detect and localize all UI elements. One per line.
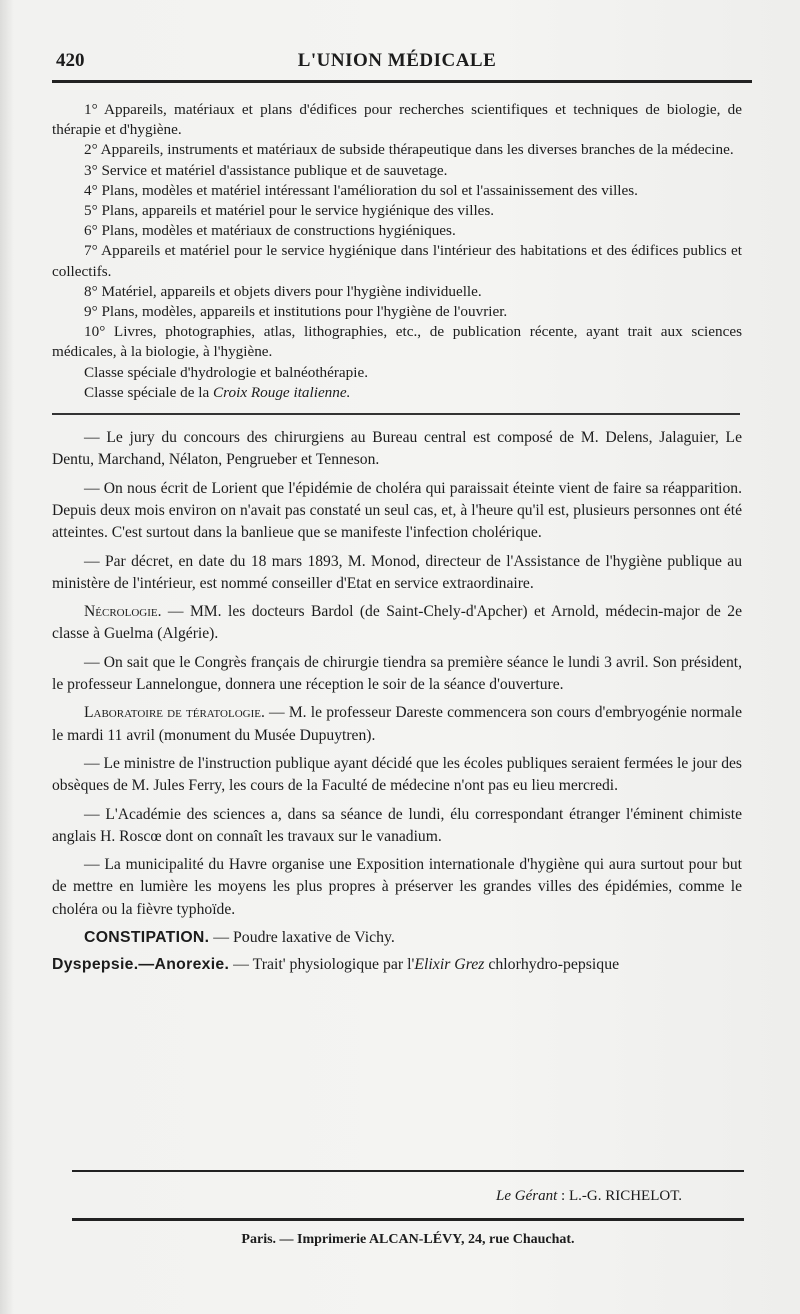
footer-rule-bottom — [72, 1218, 744, 1221]
advertisements — [52, 927, 742, 975]
news-jury: — Le jury du concours des chirurgiens au Bureau central est composé de M. Delens, Jalaguier, Le Dentu, Marchand, Nélaton, Pengrueber et Tenneson. — [52, 429, 742, 469]
list-item: 1° Appareils, matériaux et plans d'édifices pour recherches scientifiques et techniques de biologie, de thérapie et d'hygiène. — [52, 101, 742, 139]
list-item: 6° Plans, modèles et matériaux de constructions hygiéniques. — [84, 222, 456, 240]
list-item: 3° Service et matériel d'assistance publique et de sauvetage. — [84, 161, 448, 179]
footer-rule-top — [72, 1170, 744, 1172]
news-ferry: — Le ministre de l'instruction publique ayant décidé que les écoles publiques seraient fermées le jour des obsèques de M. Jules Ferry, les cours de la Faculté de médecine n'ont pas eu lieu mercredi. — [52, 754, 742, 795]
header-rule — [52, 80, 752, 83]
classe-croix-rouge: Classe spéciale de la Croix Rouge italienne. — [84, 383, 351, 401]
list-item: 5° Plans, appareils et matériel pour le service hygiénique des villes. — [84, 202, 495, 220]
page-header — [52, 44, 742, 78]
page-number: 420 — [56, 50, 85, 71]
list-item: 2° Appareils, instruments et matériaux de subside thérapeutique dans les diverses branches de la médecine. — [84, 141, 734, 159]
section-separator — [52, 413, 740, 415]
elixir-grez-italic: Elixir Grez — [414, 955, 485, 973]
croix-rouge-italic: Croix Rouge italienne. — [213, 383, 351, 401]
news-havre: — La municipalité du Havre organise une Exposition internationale d'hygiène qui aura surtout pour but de mettre en lumière les moyens les plus propres à préserver les grandes villes des épidémies, comme le choléra ou la fièvre typhoïde. — [52, 856, 742, 918]
constipation-label: CONSTIPATION. — [84, 928, 210, 946]
list-item: 9° Plans, modèles, appareils et institutions pour l'hygiène de l'ouvrier. — [84, 303, 508, 321]
list-item: 7° Appareils et matériel pour le service hygiénique dans l'intérieur des habitations et des édifices publics et collectifs. — [52, 242, 742, 280]
news-necrologie: Nécrologie. — MM. les docteurs Bardol (de Saint-Chely-d'Apcher) et Arnold, médecin-major de 2e classe à Guelma (Algérie). — [52, 603, 742, 643]
list-item: 8° Matériel, appareils et objets divers pour l'hygiène individuelle. — [84, 282, 482, 300]
exhibition-classes-list — [52, 100, 742, 403]
list-item: 10° Livres, photographies, atlas, lithographies, etc., de publication récente, ayant trait aux sciences médicales, à la biologie, à l'hygiène. — [52, 323, 742, 361]
ad-dyspepsie: Dyspepsie.—Anorexie. — Trait' physiologique par l'Elixir Grez chlorhydro-pepsique — [52, 955, 620, 973]
article-body — [52, 100, 742, 981]
ad-constipation: CONSTIPATION. — Poudre laxative de Vichy. — [84, 928, 395, 946]
necrologie-label: Nécrologie. — [84, 603, 162, 621]
laboratoire-label: Laboratoire de tératologie. — [84, 704, 265, 722]
printer-imprint: Paris. — Imprimerie ALCAN-LÉVY, 24, rue Chauchat. — [241, 1232, 575, 1247]
dyspepsie-label: Dyspepsie.—Anorexie. — [52, 955, 230, 973]
news-congres: — On sait que le Congrès français de chirurgie tiendra sa première séance le lundi 3 avril. Son président, le professeur Lannelongue, donnera une réception le soir de la séance d'ouverture. — [52, 653, 742, 694]
news-laboratoire: Laboratoire de tératologie. — M. le professeur Dareste commencera son cours d'embryogénie normale le mardi 11 avril (monument du Musée Dupuytren). — [52, 704, 743, 744]
news-lorient: — On nous écrit de Lorient que l'épidémie de choléra qui paraissait éteinte vient de faire sa réapparition. Depuis deux mois environ on n'avait pas constaté un seul cas, et, à l'heure qu'il est, plusieurs personnes ont été atteintes. C'est surtout dans la banlieue que se manifeste l'infection cholérique. — [52, 479, 742, 542]
classe-hydrologie: Classe spéciale d'hydrologie et balnéothérapie. — [84, 363, 369, 381]
news-section — [52, 427, 742, 921]
news-decret: — Par décret, en date du 18 mars 1893, M. Monod, directeur de l'Assistance de l'hygiène publique au ministère de l'intérieur, est nommé conseiller d'Etat en service extraordinaire. — [52, 552, 742, 592]
journal-title: L'UNION MÉDICALE — [297, 50, 497, 71]
news-academie: — L'Académie des sciences a, dans sa séance de lundi, élu correspondant étranger l'éminent chimiste anglais H. Roscœ dont on connaît les travaux sur le vanadium. — [52, 805, 742, 845]
list-item: 4° Plans, modèles et matériel intéressant l'amélioration du sol et l'assainissement des villes. — [84, 181, 638, 199]
gerant-signature: Le Gérant : L.-G. RICHELOT. — [496, 1188, 682, 1204]
